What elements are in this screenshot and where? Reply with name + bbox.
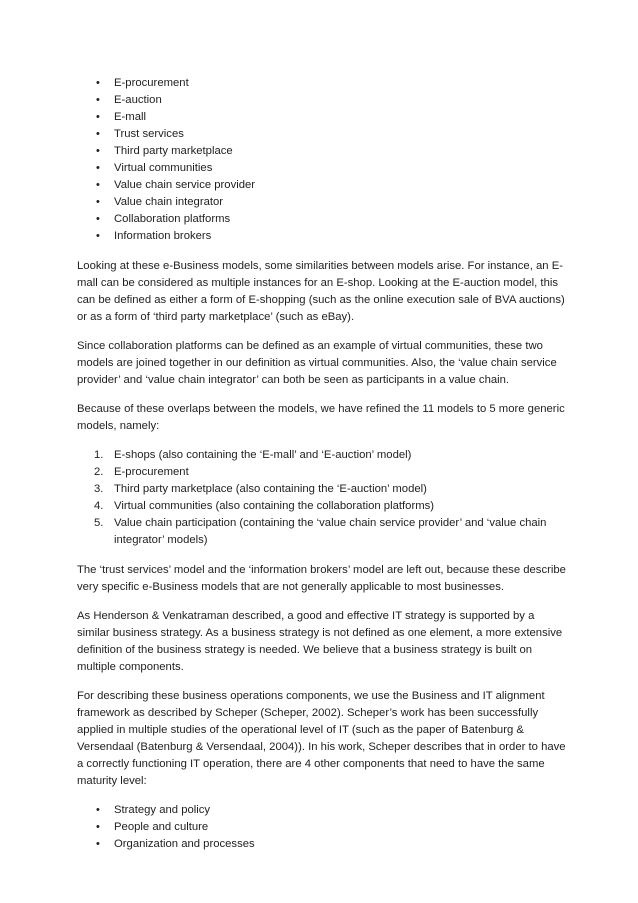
list-item-text: Value chain service provider: [114, 179, 256, 191]
list-item-text: Information brokers: [114, 230, 212, 242]
list-number: 3.: [94, 483, 104, 495]
list-item: [77, 194, 568, 211]
bullet-icon: •: [96, 230, 100, 242]
list-item-text: E-procurement: [114, 77, 189, 89]
list-item-text: Trust services: [114, 128, 184, 140]
list-number: 2.: [94, 466, 104, 478]
paragraph-virtual-communities: Since collaboration platforms can be defined as an example of virtual communities, these two models are joined together in our definition as virtual communities. Also, the ‘value chain service provider’ and ‘value chain integrator’ can both be seen as participants in a value chain.: [77, 340, 557, 386]
bullet-icon: •: [96, 94, 100, 106]
list-item-text: E-mall: [114, 111, 147, 123]
list-item: [77, 498, 568, 515]
list-item-text: Strategy and policy: [114, 804, 211, 816]
list-number: 1.: [94, 449, 104, 461]
list-item-text: Third party marketplace: [114, 145, 233, 157]
paragraph-overlaps: Because of these overlaps between the models, we have refined the 11 models to 5 more generic models, namely:: [77, 403, 565, 432]
bullet-icon: •: [96, 128, 100, 140]
bullet-icon: •: [96, 111, 100, 123]
list-item-text: E-shops (also containing the ‘E-mall’ and ‘E-auction’ model): [114, 449, 412, 461]
bullet-icon: •: [96, 145, 100, 157]
list-item-text: Virtual communities (also containing the collaboration platforms): [114, 500, 435, 512]
list-item: [77, 515, 568, 549]
bullet-icon: •: [96, 838, 100, 850]
components-list: [77, 802, 568, 853]
paragraph-scheper: For describing these business operations components, we use the Business and IT alignment framework as described by Scheper (Scheper, 2002). Scheper’s work has been successfully applied in multiple studies of the operational level of IT (such as the paper of Batenburg & Versendaal (Batenburg & Versendaal, 2004)). In his work, Scheper describes that in order to have a correctly functioning IT operation, there are 4 other components that need to have the same maturity level:: [77, 690, 566, 787]
list-item: [77, 92, 568, 109]
list-item: [77, 109, 568, 126]
list-item: [77, 228, 568, 245]
list-number: 4.: [94, 500, 104, 512]
list-item: [77, 75, 568, 92]
list-item-text: Organization and processes: [114, 838, 255, 850]
list-item-text: E-auction: [114, 94, 162, 106]
list-item: [77, 126, 568, 143]
list-item: [77, 447, 568, 464]
list-item-text: E-procurement: [114, 466, 189, 478]
bullet-icon: •: [96, 179, 100, 191]
paragraph-similarities: Looking at these e-Business models, some similarities between models arise. For instance, an E-mall can be considered as multiple instances for an E-shop. Looking at the E-auction model, this can be defined as either a form of E-shopping (such as the online execution sale of BVA auctions) or as a form of ‘third party marketplace’ (such as eBay).: [77, 260, 565, 323]
list-item-text: Value chain integrator: [114, 196, 224, 208]
list-item-text: Third party marketplace (also containing the ‘E-auction’ model): [114, 483, 427, 495]
list-item: [77, 802, 568, 819]
bullet-icon: •: [96, 162, 100, 174]
bullet-icon: •: [96, 804, 100, 816]
list-item-text: People and culture: [114, 821, 209, 833]
refined-models-list: [77, 447, 568, 549]
list-number: 5.: [94, 517, 104, 529]
paragraph-henderson: As Henderson & Venkatraman described, a good and effective IT strategy is supported by a similar business strategy. As a business strategy is not defined as one element, a more extensive definition of the business strategy is needed. We believe that a business strategy is built on multiple components.: [77, 610, 563, 673]
ebusiness-models-list: [77, 75, 568, 245]
list-item-text: Virtual communities: [114, 162, 213, 174]
bullet-icon: •: [96, 213, 100, 225]
bullet-icon: •: [96, 77, 100, 89]
bullet-icon: •: [96, 196, 100, 208]
list-item: [77, 160, 568, 177]
list-item: [77, 464, 568, 481]
list-item: [77, 819, 568, 836]
list-item: [77, 211, 568, 228]
list-item: [77, 481, 568, 498]
list-item: [77, 177, 568, 194]
list-item: [77, 836, 568, 853]
list-item-text: Collaboration platforms: [114, 213, 231, 225]
list-item-text: Value chain participation (containing the ‘value chain service provider’ and ‘value chain integrator’ models): [114, 517, 547, 546]
list-item: [77, 143, 568, 160]
paragraph-left-out: The ‘trust services’ model and the ‘information brokers’ model are left out, because these describe very specific e-Business models that are not generally applicable to most businesses.: [77, 564, 566, 593]
bullet-icon: •: [96, 821, 100, 833]
